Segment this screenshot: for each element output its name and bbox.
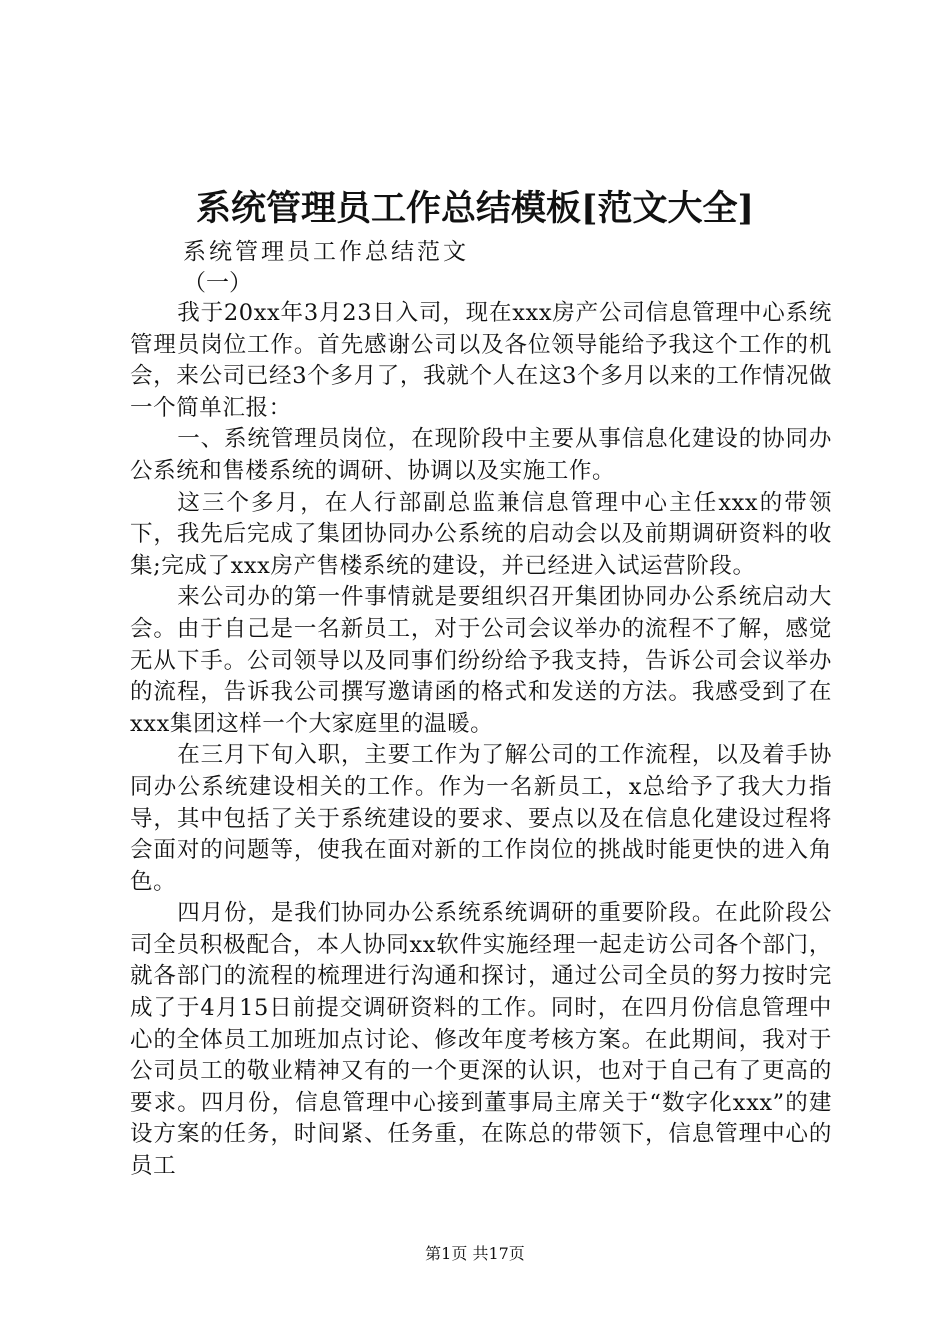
paragraph: 来公司办的第一件事情就是要组织召开集团协同办公系统启动大会。由于自己是一名新员工，对于公司会议举办的流程不了解，感觉无从下手。公司领导以及同事们纷纷给予我支持，告诉公司会议举办的流程，告诉我公司撰写邀请函的格式和发送的方法。我感受到了在xxx集团这样一个大家庭里的温暖。	[130, 584, 832, 737]
section-marker: （一）	[183, 270, 252, 296]
paragraph: 一、系统管理员岗位，在现阶段中主要从事信息化建设的协同办公系统和售楼系统的调研、协调以及实施工作。	[130, 426, 832, 484]
document-body	[130, 298, 832, 1183]
document-title: 系统管理员工作总结模板[范文大全]	[195, 188, 755, 229]
paragraph: 四月份，是我们协同办公系统系统调研的重要阶段。在此阶段公司全员积极配合，本人协同xx软件实施经理一起走访公司各个部门，就各部门的流程的梳理进行沟通和探讨，通过公司全员的努力按时完成了于4月15日前提交调研资料的工作。同时，在四月份信息管理中心的全体员工加班加点讨论、修改年度考核方案。在此期间，我对于公司员工的敬业精神又有的一个更深的认识，也对于自己有了更高的要求。四月份，信息管理中心接到董事局主席关于“数字化xxx”的建设方案的任务，时间紧、任务重，在陈总的带领下，信息管理中心的员工	[130, 900, 832, 1180]
document-subtitle: 系统管理员工作总结范文	[183, 239, 469, 265]
paragraph: 在三月下旬入职，主要工作为了解公司的工作流程，以及着手协同办公系统建设相关的工作。作为一名新员工，x总给予了我大力指导，其中包括了关于系统建设的要求、要点以及在信息化建设过程将会面对的问题等，使我在面对新的工作岗位的挑战时能更快的进入角色。	[130, 742, 832, 895]
paragraph: 这三个多月，在人行部副总监兼信息管理中心主任xxx的带领下，我先后完成了集团协同办公系统的启动会以及前期调研资料的收集;完成了xxx房产售楼系统的建设，并已经进入试运营阶段。	[130, 489, 832, 579]
paragraph: 我于20xx年3月23日入司，现在xxx房产公司信息管理中心系统管理员岗位工作。首先感谢公司以及各位领导能给予我这个工作的机会，来公司已经3个多月了，我就个人在这3个多月以来的工作情况做一个简单汇报：	[130, 300, 832, 421]
page-footer: 第1页 共17页	[425, 1244, 525, 1263]
